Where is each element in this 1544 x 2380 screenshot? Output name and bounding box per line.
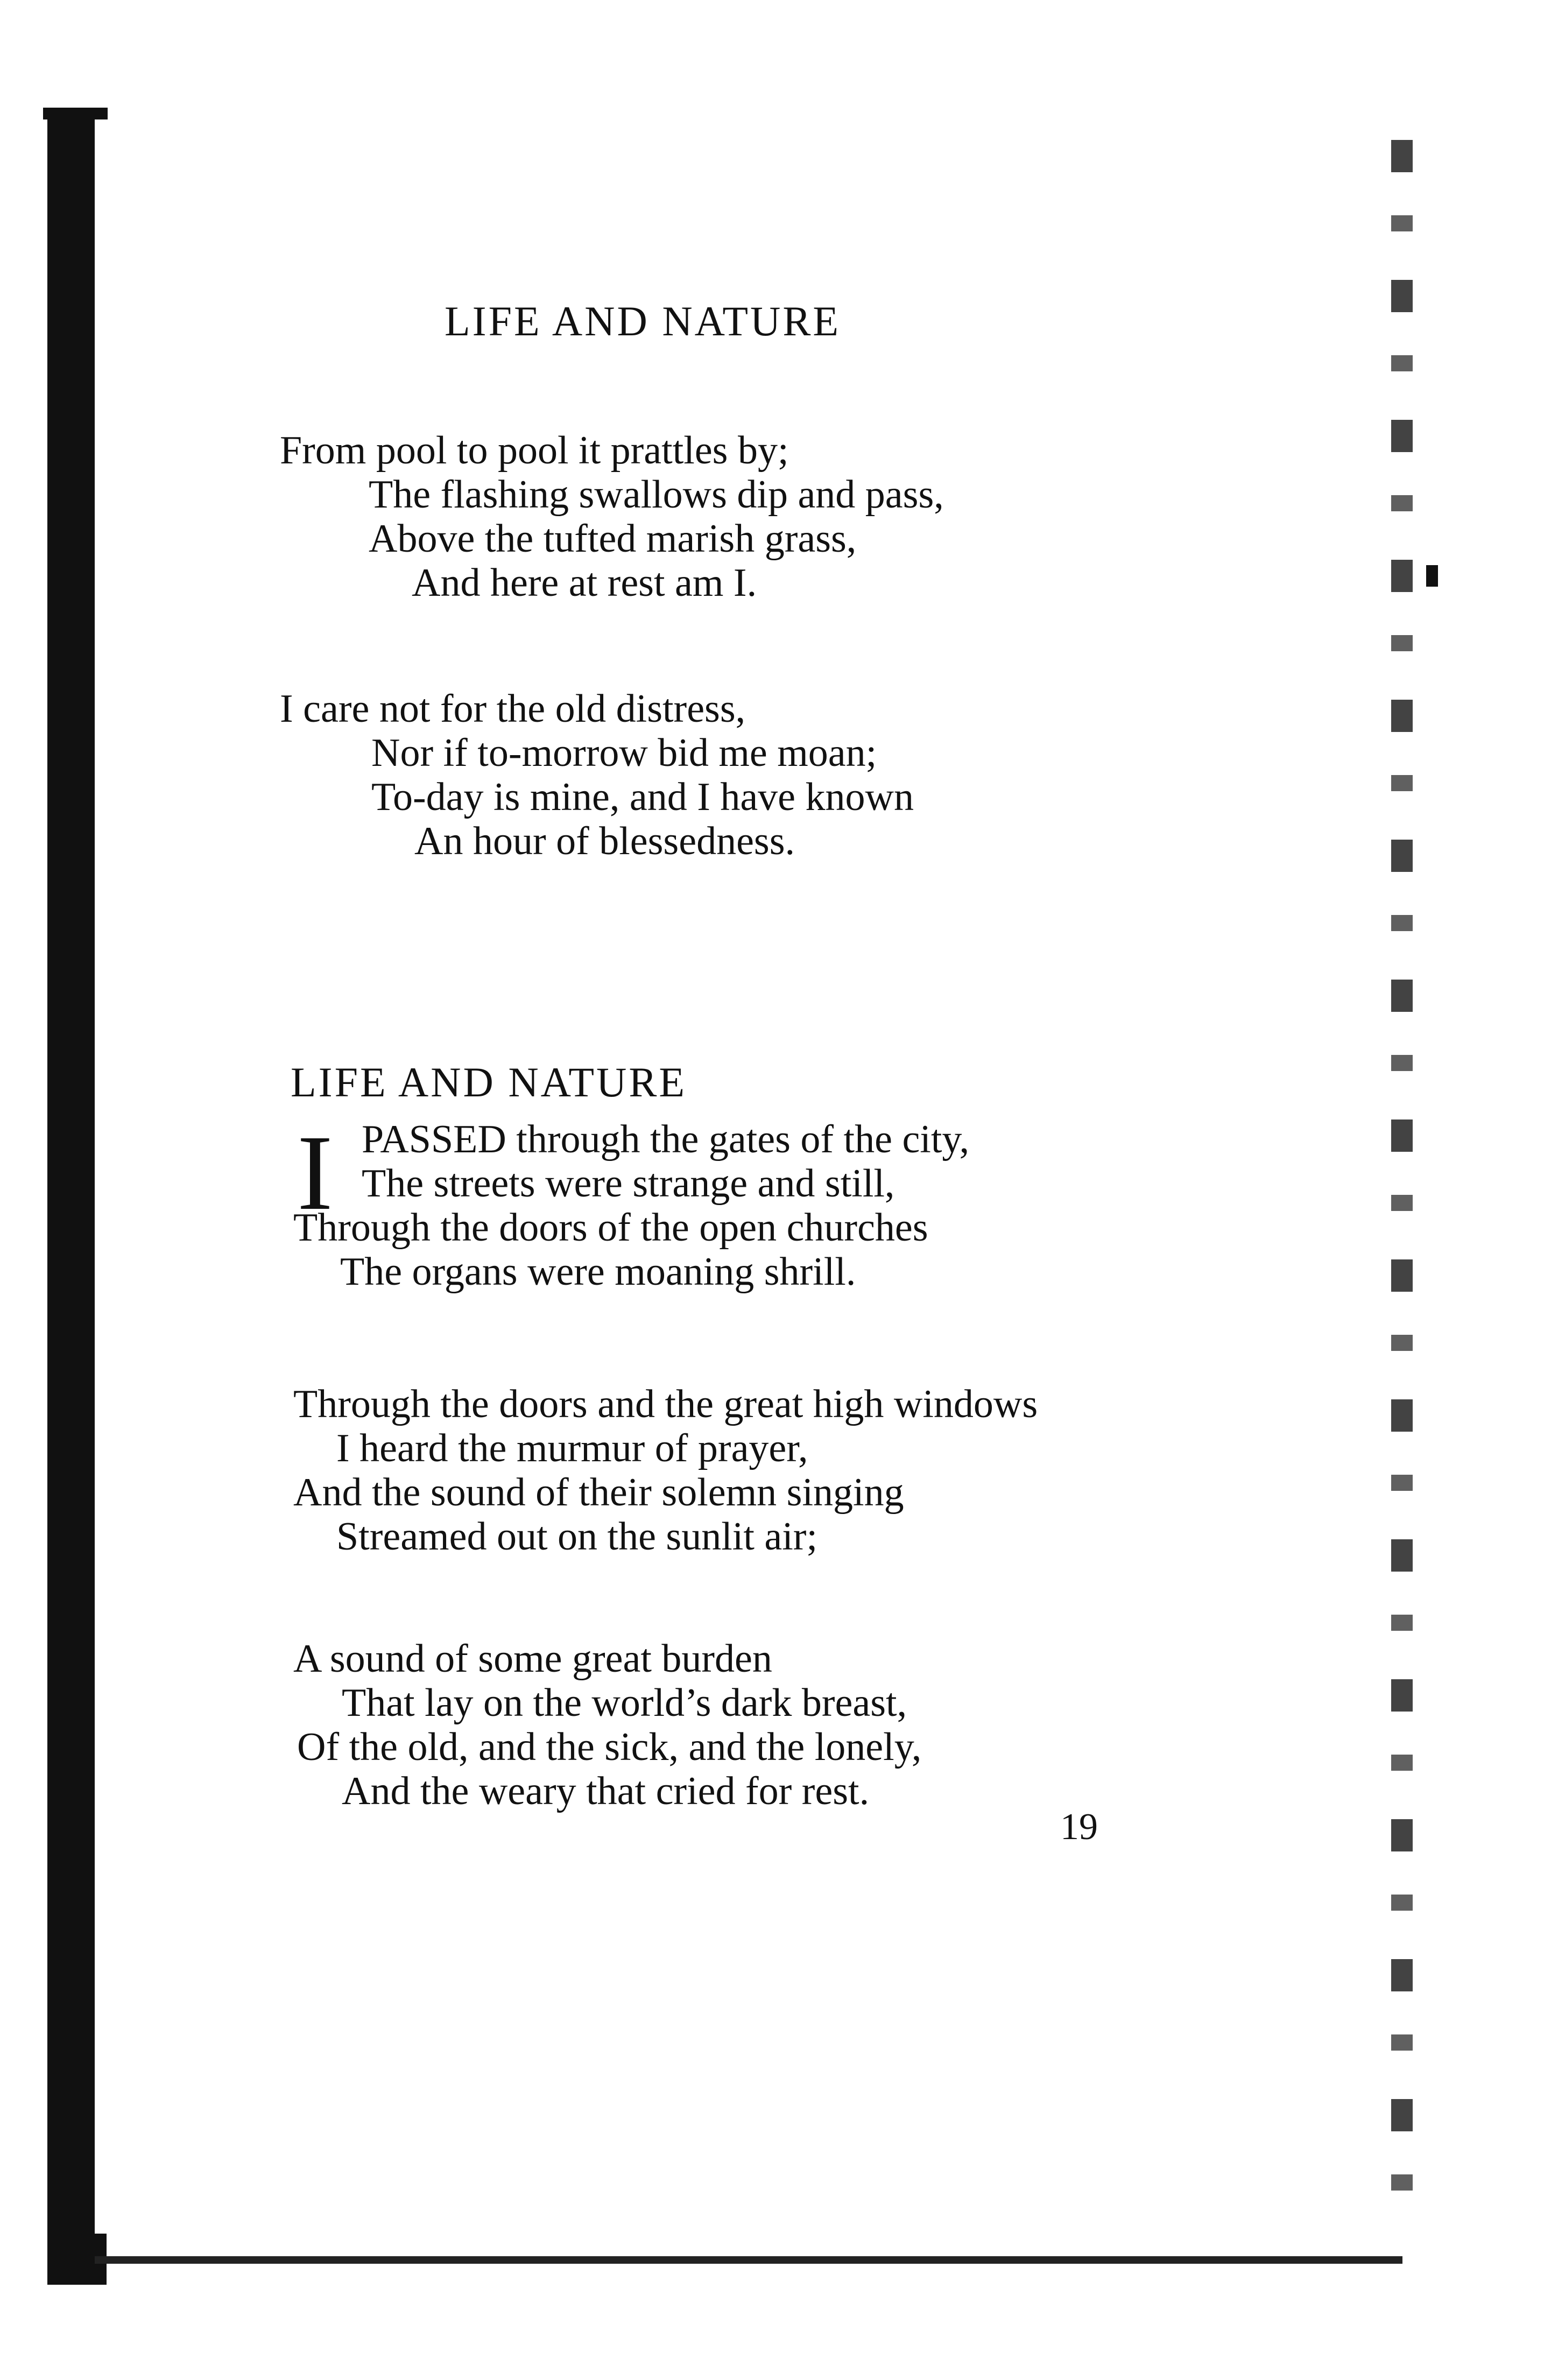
poem-1-line: To-day is mine, and I have known <box>371 775 914 819</box>
page-number: 19 <box>1060 1806 1098 1848</box>
poem-2-line: The organs were moaning shrill. <box>340 1250 856 1294</box>
poem-1-title: LIFE AND NATURE <box>445 298 841 344</box>
poem-1-line: Nor if to-morrow bid me moan; <box>371 731 877 775</box>
scan-mark <box>1426 565 1438 587</box>
poem-2-line: That lay on the world’s dark breast, <box>342 1681 907 1725</box>
poem-2-line: PASSED through the gates of the city, <box>362 1117 970 1161</box>
torn-right-edge <box>1391 140 1413 2239</box>
binding-edge-top <box>43 108 108 119</box>
bottom-edge <box>95 2256 1402 2264</box>
poem-1-line: From pool to pool it prattles by; <box>280 428 789 473</box>
poem-2-line: Through the doors and the great high windows <box>293 1382 1038 1426</box>
poem-2-line: I heard the murmur of prayer, <box>336 1426 808 1470</box>
poem-2-line: Streamed out on the sunlit air; <box>336 1515 817 1559</box>
poem-2-line: Of the old, and the sick, and the lonely, <box>297 1725 922 1769</box>
poem-2-title: LIFE AND NATURE <box>291 1059 687 1105</box>
poem-1-line: I care not for the old distress, <box>280 687 746 731</box>
binding-edge <box>47 110 95 2279</box>
drop-cap: I <box>297 1114 333 1233</box>
poem-1-line: Above the tufted marish grass, <box>369 517 857 561</box>
poem-2-line: A sound of some great burden <box>293 1637 772 1681</box>
poem-2-line: And the weary that cried for rest. <box>342 1769 870 1813</box>
poem-2-line: The streets were strange and still, <box>362 1161 895 1206</box>
poem-1-line: An hour of blessedness. <box>414 819 795 863</box>
poem-2-line: And the sound of their solemn singing <box>293 1470 904 1515</box>
poem-2-line: Through the doors of the open churches <box>293 1206 928 1250</box>
poem-1-line: And here at rest am I. <box>412 561 757 605</box>
poem-1-line: The flashing swallows dip and pass, <box>369 473 944 517</box>
